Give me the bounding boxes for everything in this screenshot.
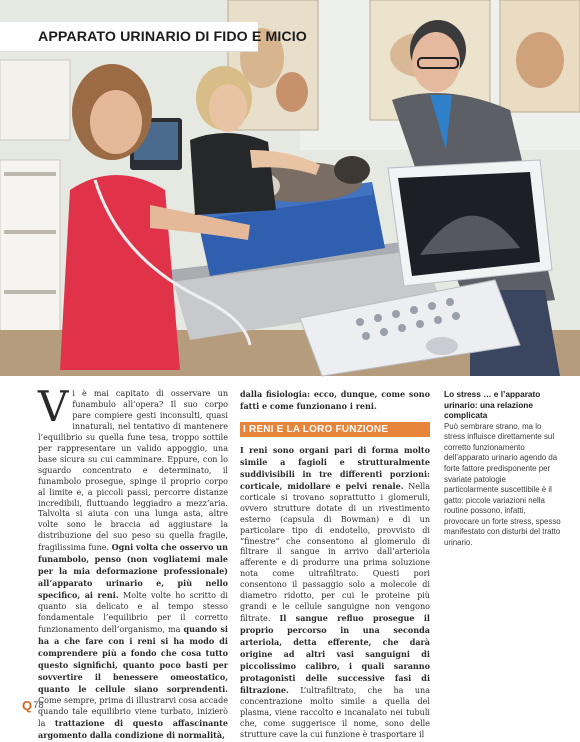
article-title-banner [0,22,307,52]
col1-text: i è mai capitato di osservare un funambulo all’opera? Il suo corpo pare compiere gesti inconsulti, quasi innaturali, nel tentativo di mantenere l’equilibrio su quella fune tesa, troppo sottile per rappresentare un valido appoggio, una base sicura su cui camminare. Eppure, con lo sguardo concentrato e determinato, il funambolo prosegue, spinge il proprio corpo al limite e, a piccoli passi, percorre distanze incredibili, fluttuando leggiadro a mezz’aria. Talvolta si aiuta con una lunga asta, altre volte sono le braccia ad aggiustare la distribuzione del suo peso su quella fragile, fragilissima fune. [38,389,228,553]
text-column-1 [38,382,229,742]
col1-bold3: trattazione di questo affascinante argomento dalla condizione di normalità, [38,717,228,740]
col2-paragraph [240,445,430,741]
page-number [22,698,44,713]
col2-text2: L’ultrafiltrato, che ha una concentrazione molto simile a quella del plasma, viene raccolto e incanalato nei tubuli che, come suggerisce il nome, sono delle strutture cave la cui funzione è trasportare il [240,685,430,739]
sidebar-body: Può sembrare strano, ma lo stress influisce direttamente sul corretto funzionamento dell’apparato urinario agendo da forte fattore predisponente per svariate patologie particolarmente suscettibile è il gatto: piccole variazioni nella routine possono, infatti, provocare un forte stress, spesso manifestato con disturbi del tratto urinario. [444,421,561,547]
magazine-logo-icon: Q [22,698,33,713]
text-column-2 [240,389,430,741]
col1-text3: Come sempre, prima di illustrarvi cosa accade quando tale equilibrio viene turbato, inizierò la [38,695,228,728]
section-heading: I RENI E LA LORO FUNZIONE [240,422,430,437]
col1-bold1: Ogni volta che osservo un funambolo, penso (non vogliatemi male per la mia deformazione professionale) all’apparato urinario e, più nello specifico, ai reni. [38,542,228,601]
col2-bold0: dalla fisiologia: ecco, dunque, come sono fatti e come funzionano i reni. [240,389,430,411]
col2-bold1: I reni sono organi pari di forma molto simile a fagioli e strutturalmente suddivisibili in tre differenti porzioni: corticale, midollare e pelvi renale. [240,444,430,491]
col2-bold2: Il sangue refluo prosegue il proprio percorso in una seconda arteriola, detta efferente, che darà origine ad altri vasi sanguigni di piccolissimo calibro, i quali saranno protagonisti delle successive fasi di filtrazione. [240,613,430,695]
sidebar-title: Lo stress … e l’apparato urinario: una relazione complicata [444,389,541,421]
col1-paragraph [38,382,229,742]
col2-text1: Nella corticale si trovano soprattutto i glomeruli, ovvero strutture dotate di un rivestimento esterno (capsula di Bowman) e di un particolare tipo di endotelio, provvisto di “finestre” che consentono al glomerulo di filtrare il sangue in arrivo dall’arteriola afferente e di produrre una prima soluzione nota come ultrafiltrato. Questi pori consentono il passaggio solo a molecole di diametro ridotto, per cui le proteine più grandi e le cellule sanguigne non vengono filtrate. [240,481,430,624]
drop-cap: V [38,382,69,431]
page-number-value: 78 [33,700,44,711]
col2-intro [240,389,430,413]
col1-bold2: quando si ha a che fare con i reni si ha modo di comprendere più a fondo che cosa tutto questo significhi, quanto poco basti per sovvertire il benessere omeostatico, quanto le cellule siano sorprendenti. [38,624,228,694]
article-title: APPARATO URINARIO DI FIDO E MICIO [38,28,307,45]
sidebar-box [444,389,562,548]
col1-text2: Molte volte ho scritto di quanto sia delicato e al tempo stesso fondamentale l’equilibrio per il corretto funzionamento dell’organismo, ma [38,591,229,635]
